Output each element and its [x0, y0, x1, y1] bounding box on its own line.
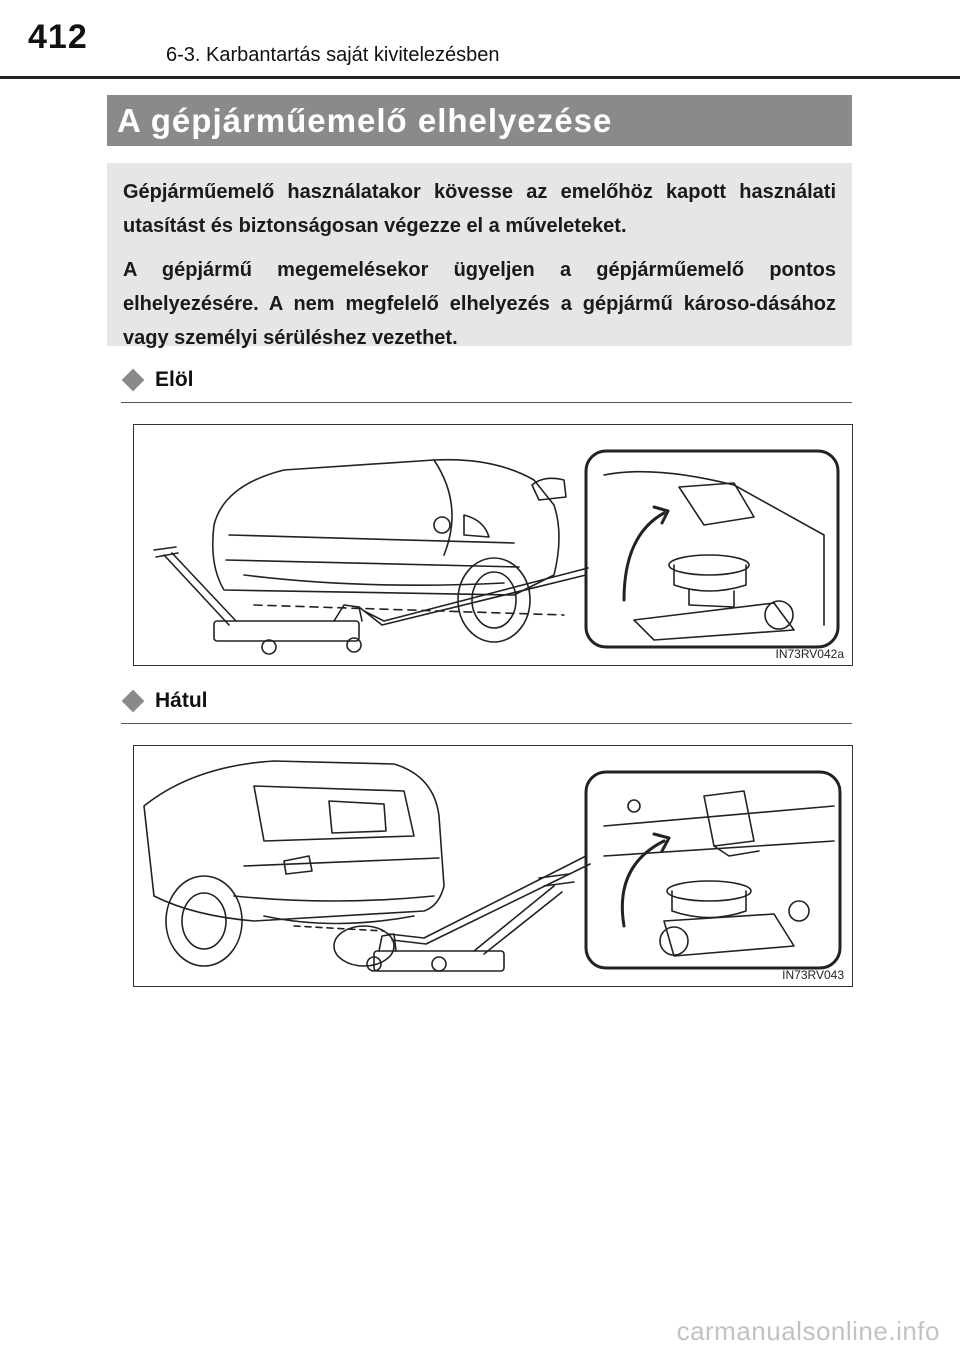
intro-paragraph-1: Gépjárműemelő használatakor kövesse az emelőhöz kapott használati utasítást és biztonságosan végezze el a műveleteket. [123, 181, 836, 237]
rear-jack-illustration [134, 746, 852, 986]
subheading-front [121, 366, 852, 403]
section-banner [107, 95, 852, 146]
page-number: 412 [28, 18, 88, 56]
header-rule [0, 76, 960, 79]
figure-front-code: IN73RV042a [775, 647, 844, 661]
figure-front [133, 424, 853, 666]
section-title: A gépjárműemelő elhelyezése [117, 102, 613, 139]
diamond-bullet-icon [122, 369, 145, 392]
subheading-front-label: Elöl [155, 368, 194, 391]
subheading-rear-label: Hátul [155, 689, 208, 712]
subheading-rear [121, 687, 852, 724]
watermark: carmanualsonline.info [676, 1316, 940, 1346]
chapter-title: 6-3. Karbantartás saját kivitelezésben [166, 44, 500, 66]
front-jack-illustration [134, 425, 852, 665]
diamond-bullet-icon [122, 690, 145, 713]
figure-rear [133, 745, 853, 987]
intro-box [107, 163, 852, 349]
figure-rear-code: IN73RV043 [782, 968, 844, 982]
intro-paragraph-2: A gépjármű megemelésekor ügyeljen a gépjárműemelő pontos elhelyezésére. A nem megfelelő elhelyezés a gépjármű károso-dásához vagy személyi sérüléshez vezethet. [123, 259, 836, 349]
